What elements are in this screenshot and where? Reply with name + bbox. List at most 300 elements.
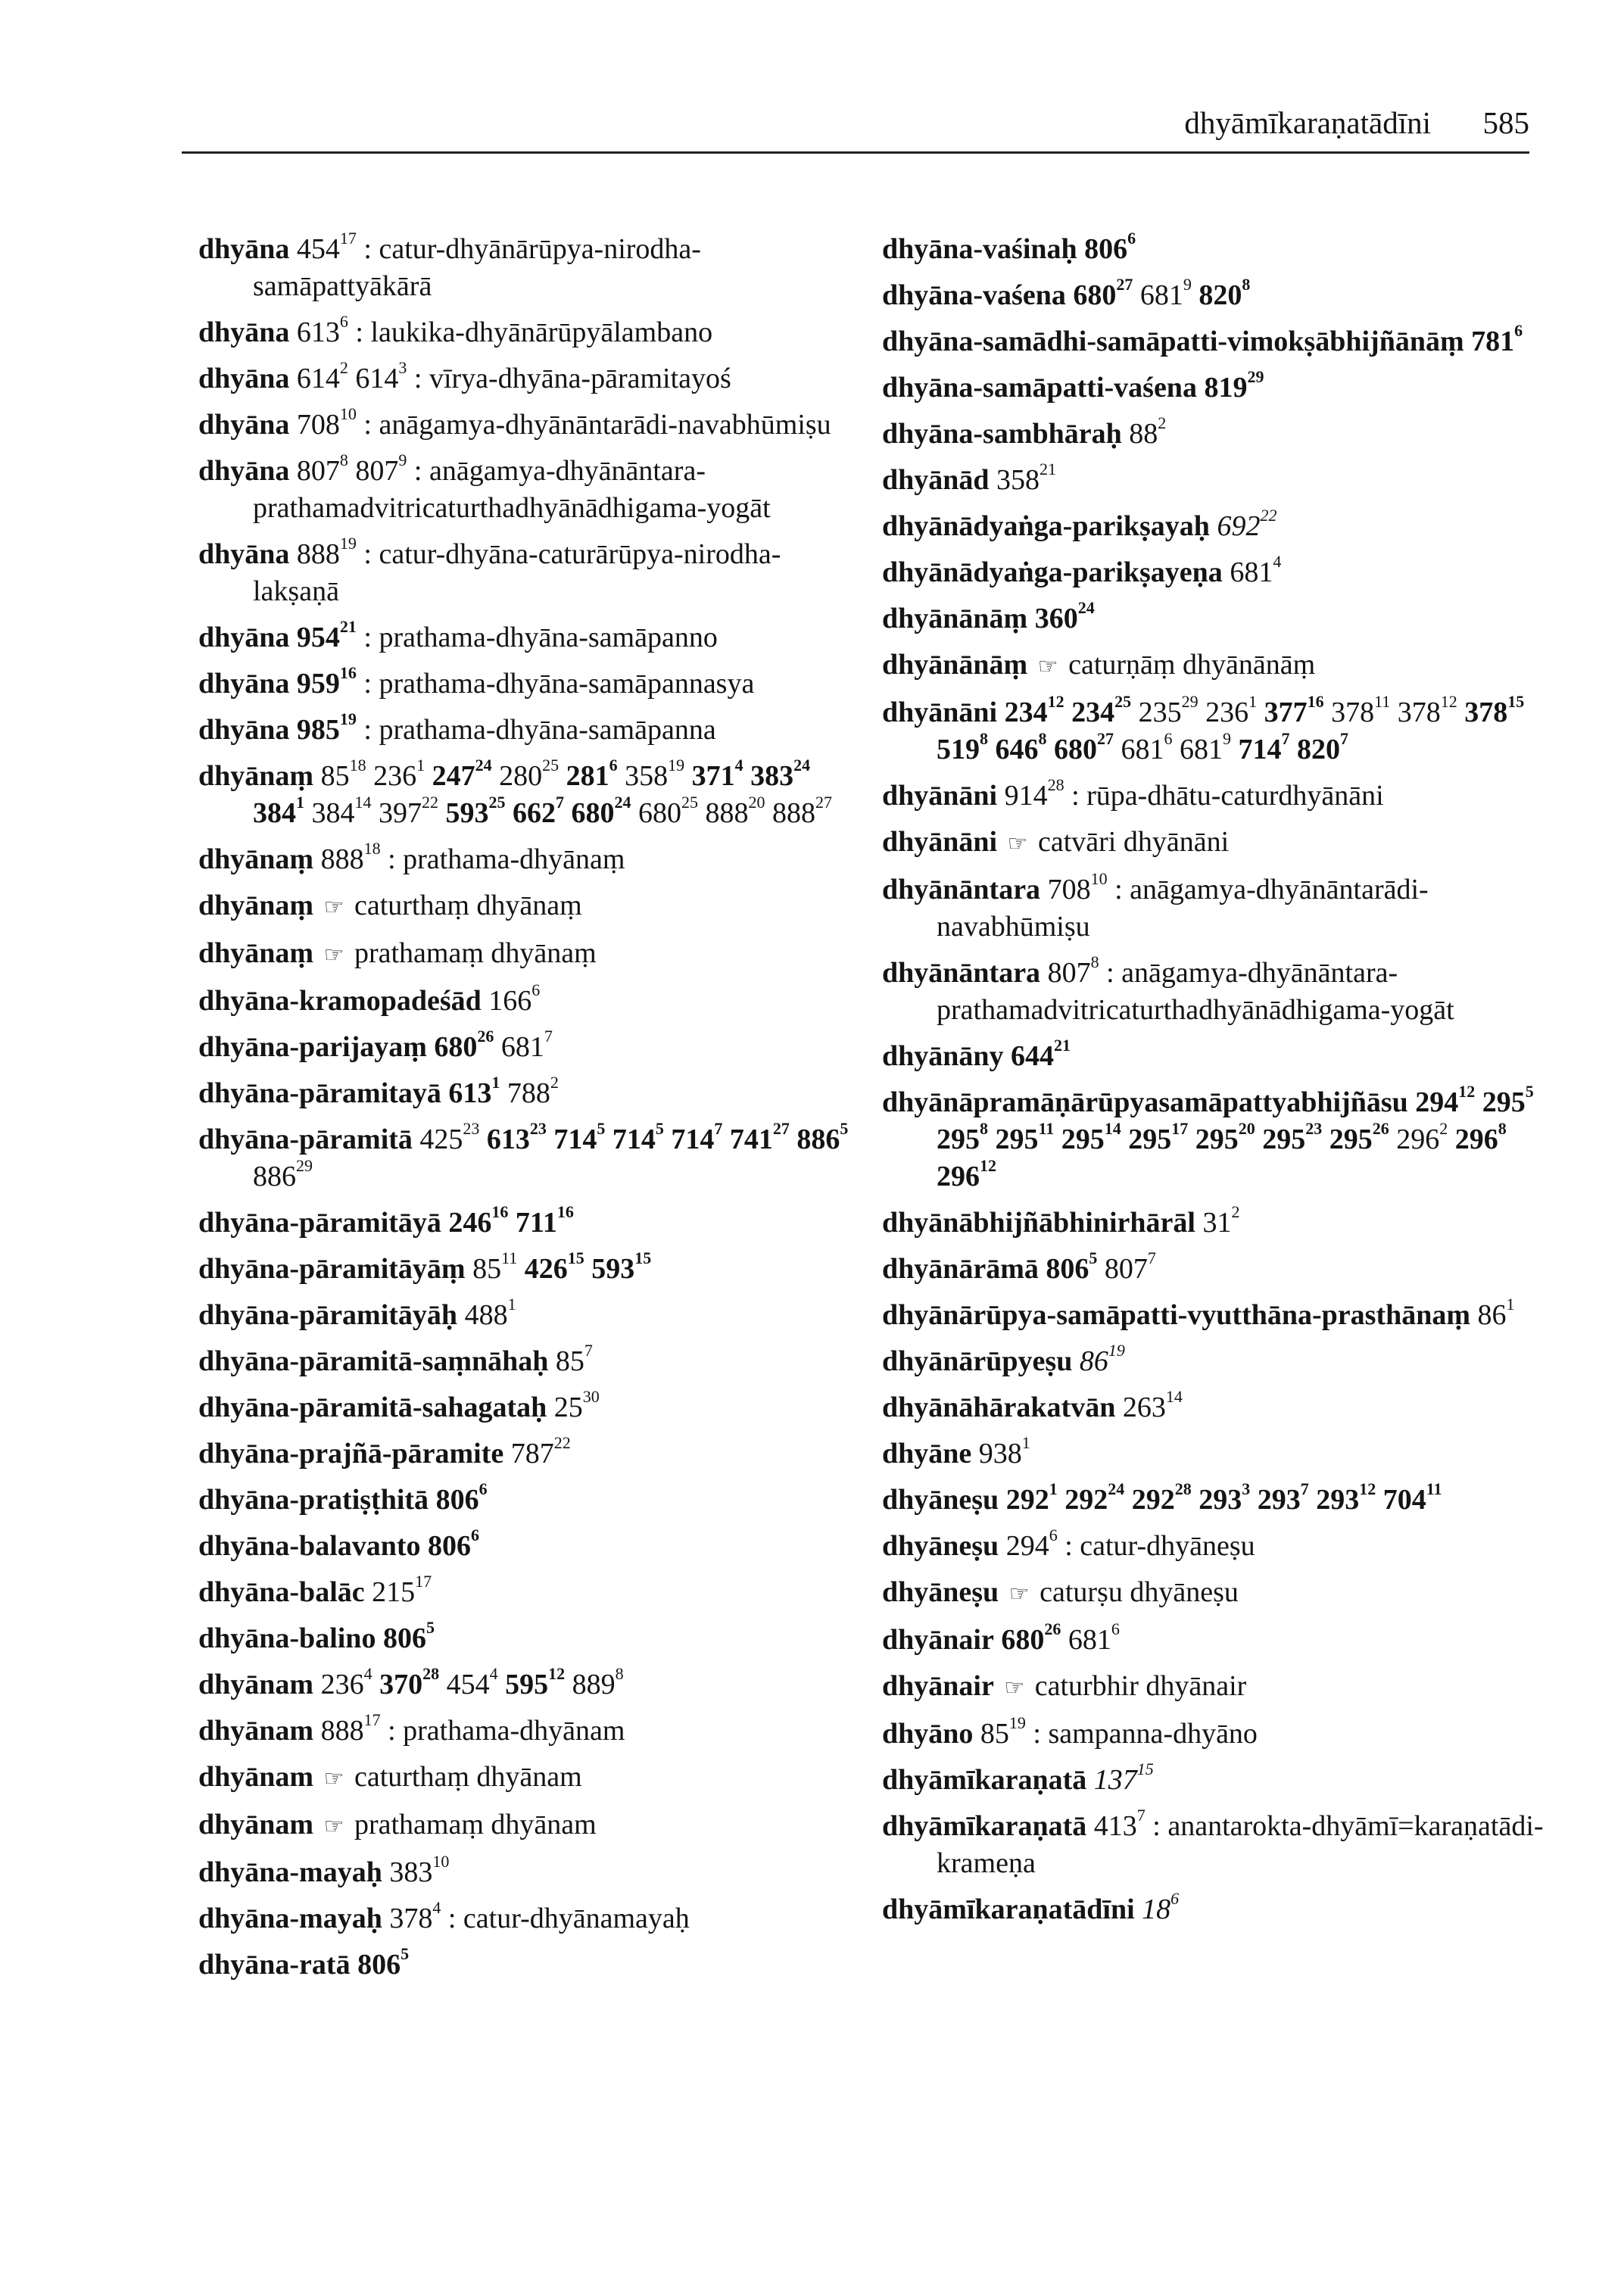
page-ref-number: 296	[1454, 1124, 1498, 1155]
page-ref-number: 263	[1122, 1392, 1166, 1423]
page-ref-number: 137	[1093, 1764, 1137, 1796]
page-reference	[1199, 275, 1251, 311]
page-ref-line: 17	[363, 1710, 381, 1730]
page-ref-number: 886	[253, 1161, 296, 1192]
page-reference	[1195, 1119, 1255, 1155]
page-ref-number: 280	[499, 760, 543, 792]
page-ref-number: 680	[434, 1031, 478, 1063]
page-ref-line: 15	[1507, 692, 1525, 712]
page-ref-line: 1	[1021, 1433, 1030, 1453]
page-reference	[555, 1341, 593, 1377]
entry-gloss: caturthaṃ dhyānam	[354, 1761, 582, 1793]
index-entry	[882, 824, 1563, 862]
index-entry	[882, 1619, 1563, 1659]
page-ref-number: 985	[296, 714, 340, 746]
index-entry	[198, 1479, 849, 1519]
page-reference	[379, 1664, 440, 1700]
page-ref-number: 85	[555, 1345, 584, 1377]
page-ref-line: 5	[425, 1618, 435, 1638]
page-ref-number: 681	[1180, 734, 1223, 765]
page-ref-line: 12	[1359, 1479, 1376, 1499]
index-entry	[198, 1666, 849, 1703]
headword: dhyānādyaṅga-parikṣayaḥ	[882, 510, 1210, 542]
page-ref-number: 383	[389, 1856, 433, 1888]
page-reference	[446, 1664, 498, 1700]
page-reference	[1180, 729, 1231, 765]
page-reference	[1064, 1479, 1125, 1516]
entry-gloss: : anāgamya-dhyānāntarādi-navabhūmiṣu	[363, 409, 831, 441]
page-ref-number: 383	[750, 760, 794, 792]
page-ref-line: 29	[1181, 692, 1199, 712]
page-ref-number: 593	[591, 1253, 635, 1285]
page-reference	[1093, 1759, 1154, 1796]
page-ref-number: 888	[705, 797, 749, 829]
page-reference	[389, 1852, 450, 1888]
page-ref-line: 1	[1506, 1295, 1515, 1314]
page-ref-line: 6	[339, 312, 348, 332]
page-ref-line: 25	[542, 756, 560, 775]
index-entry	[198, 536, 849, 610]
page-reference	[978, 1433, 1030, 1470]
entry-gloss: : prathama-dhyānam	[388, 1715, 625, 1747]
page-ref-number: 296	[1396, 1124, 1440, 1155]
page-ref-line: 7	[1147, 1248, 1156, 1268]
page-ref-line: 15	[567, 1248, 584, 1268]
page-ref-line: 19	[339, 709, 357, 729]
page-ref-number: 85	[980, 1718, 1009, 1750]
page-ref-line: 28	[1047, 775, 1064, 795]
page-ref-number: 295	[995, 1124, 1039, 1155]
page-ref-line: 6	[1164, 729, 1173, 749]
page-ref-number: 644	[1011, 1040, 1055, 1072]
headword: dhyāna-balavanto	[198, 1530, 421, 1562]
page-ref-number: 295	[1195, 1124, 1239, 1155]
index-entry	[198, 450, 849, 527]
page-ref-number: 787	[510, 1438, 554, 1470]
index-entry	[882, 1297, 1563, 1334]
page-ref-number: 31	[1202, 1207, 1232, 1239]
headword: dhyāna-ratā	[198, 1949, 351, 1981]
page-ref-number: 820	[1297, 734, 1340, 765]
index-entry	[198, 758, 849, 832]
page-ref-number: 295	[937, 1124, 980, 1155]
index-entry	[198, 619, 849, 656]
headword: dhyāna-kramopadeśād	[198, 985, 482, 1017]
page-ref-number: 88	[1129, 418, 1158, 450]
page-ref-line: 4	[1273, 552, 1282, 572]
page-reference	[750, 756, 811, 792]
page-ref-number: 292	[1005, 1484, 1049, 1516]
index-entry	[198, 1806, 849, 1845]
headword: dhyānāni	[882, 826, 998, 858]
entry-gloss: : anāgamya-dhyānāntara-prathamadvitricaturthadhyānādhigama-yogāt	[937, 957, 1454, 1026]
see-reference-hand-icon: ☞	[1004, 1675, 1025, 1700]
entry-gloss: : laukika-dhyānārūpyālambano	[355, 316, 713, 348]
page-ref-number: 397	[379, 797, 422, 829]
page-reference	[320, 756, 366, 792]
headword: dhyāna-samādhi-samāpatti-vimokṣābhijñānāṃ	[882, 326, 1464, 357]
page-reference	[389, 1898, 441, 1934]
page-reference	[320, 1664, 372, 1700]
entry-gloss: : prathama-dhyāna-samāpanno	[363, 622, 718, 653]
page-reference	[772, 793, 832, 829]
headword: dhyāna-pāramitāyā	[198, 1207, 441, 1239]
headword: dhyānam	[198, 1809, 314, 1840]
page-ref-number: 708	[296, 409, 340, 441]
page-ref-line: 9	[1183, 275, 1192, 295]
entry-gloss: : prathama-dhyāna-samāpanna	[363, 714, 716, 746]
headword: dhyāna-parijayaṃ	[198, 1031, 427, 1063]
page-reference	[1128, 1119, 1189, 1155]
page-reference	[1139, 275, 1192, 311]
page-reference	[1129, 413, 1167, 450]
page-ref-number: 281	[566, 760, 609, 792]
page-ref-line: 14	[1104, 1119, 1121, 1139]
page-ref-line: 24	[475, 756, 492, 775]
page-ref-line: 5	[655, 1119, 664, 1139]
index-entry	[198, 1435, 849, 1473]
page-ref-line: 8	[1242, 275, 1251, 295]
page-ref-number: 888	[320, 1715, 364, 1747]
entry-gloss: prathamaṃ dhyānam	[354, 1809, 597, 1840]
page-ref-number: 692	[1217, 510, 1261, 542]
page-ref-number: 888	[296, 538, 340, 570]
page-ref-line: 4	[734, 756, 743, 775]
index-entry	[882, 1713, 1563, 1753]
page-ref-line: 12	[548, 1664, 566, 1684]
page-ref-number: 86	[1477, 1299, 1507, 1331]
see-reference-hand-icon: ☞	[323, 895, 344, 920]
page-reference	[691, 756, 743, 792]
page-ref-line: 3	[1242, 1479, 1251, 1499]
page-reference	[448, 1073, 500, 1109]
page-ref-line: 4	[363, 1664, 372, 1684]
entry-gloss: caturṣu dhyāneṣu	[1040, 1576, 1239, 1608]
see-reference-hand-icon: ☞	[1007, 831, 1028, 856]
page-ref-number: 714	[553, 1124, 597, 1155]
headword: dhyāna	[198, 622, 290, 653]
page-reference	[553, 1119, 606, 1155]
index-entry	[198, 935, 849, 974]
page-ref-number: 806	[382, 1622, 426, 1654]
page-reference	[507, 1073, 559, 1109]
page-reference	[1204, 367, 1264, 404]
page-reference	[253, 1156, 313, 1192]
page-reference	[1005, 1526, 1058, 1562]
headword: dhyāneṣu	[882, 1484, 999, 1516]
headword: dhyāna	[198, 668, 290, 700]
page-ref-number: 681	[1139, 279, 1183, 311]
index-entry	[198, 1248, 849, 1288]
page-reference	[296, 358, 348, 394]
page-ref-number: 384	[311, 797, 355, 829]
page-ref-line: 3	[398, 358, 407, 378]
page-ref-line: 25	[1114, 692, 1132, 712]
headword: dhyāna-pratiṣṭhitā	[198, 1484, 429, 1516]
page-ref-line: 14	[354, 793, 372, 812]
page-reference	[311, 793, 372, 829]
page-ref-line: 20	[748, 793, 765, 812]
page-ref-line: 7	[1281, 729, 1290, 749]
page-ref-number: 681	[500, 1031, 544, 1063]
headword: dhyāne	[882, 1438, 972, 1470]
page-ref-line: 10	[432, 1852, 450, 1872]
entry-gloss: : anāgamya-dhyānāntara-prathamadvitricaturthadhyānādhigama-yogāt	[253, 455, 771, 524]
headword: dhyāna-vaśinaḥ	[882, 233, 1077, 265]
page-ref-number: 613	[448, 1077, 492, 1109]
page-ref-number: 806	[1084, 233, 1128, 265]
page-ref-number: 378	[1331, 697, 1375, 728]
index-entry	[882, 1389, 1563, 1426]
index-column-right	[882, 231, 1563, 1937]
headword: dhyānārūpyeṣu	[882, 1345, 1073, 1377]
page-ref-line: 15	[1136, 1759, 1154, 1779]
headword: dhyāmīkaraṇatādīni	[882, 1893, 1135, 1925]
page-ref-number: 358	[625, 760, 669, 792]
page-ref-line: 16	[556, 1202, 574, 1222]
page-ref-line: 9	[398, 450, 407, 470]
headword: dhyāna-pāramitāyāḥ	[198, 1299, 458, 1331]
page-ref-line: 30	[582, 1387, 600, 1407]
page-reference	[1047, 869, 1108, 905]
page-ref-line: 29	[296, 1156, 313, 1176]
page-ref-line: 11	[1426, 1479, 1442, 1499]
page-reference	[515, 1202, 574, 1239]
page-ref-line: 7	[714, 1119, 723, 1139]
page-ref-number: 613	[296, 316, 340, 348]
index-entry	[882, 508, 1563, 545]
page-ref-line: 17	[415, 1572, 432, 1591]
page-ref-number: 293	[1199, 1484, 1242, 1516]
page-reference	[995, 729, 1047, 765]
headword: dhyāna-mayaḥ	[198, 1903, 382, 1934]
page-ref-number: 236	[1205, 697, 1249, 728]
page-reference	[1396, 1119, 1448, 1155]
page-ref-line: 12	[1047, 692, 1064, 712]
page-ref-line: 2	[1439, 1119, 1448, 1139]
page-ref-number: 680	[571, 797, 615, 829]
page-ref-line: 10	[1090, 869, 1108, 889]
page-ref-line: 5	[401, 1944, 410, 1964]
page-ref-number: 681	[1230, 556, 1273, 588]
page-ref-line: 6	[609, 756, 618, 775]
headword: dhyānair	[882, 1670, 994, 1702]
page-reference	[464, 1295, 516, 1331]
headword: dhyānābhijñābhinirhārāl	[882, 1207, 1195, 1239]
page-ref-number: 426	[524, 1253, 568, 1285]
page-ref-number: 704	[1382, 1484, 1426, 1516]
page-reference	[1005, 1479, 1058, 1516]
headword: dhyāno	[882, 1718, 974, 1750]
page-ref-number: 384	[253, 797, 296, 829]
page-reference	[705, 793, 765, 829]
page-reference	[1046, 1248, 1098, 1285]
page-reference	[373, 756, 425, 792]
headword: dhyānam	[198, 1761, 314, 1793]
page-ref-number: 914	[1004, 780, 1048, 812]
page-reference	[1205, 692, 1258, 728]
page-ref-line: 19	[1008, 1713, 1026, 1733]
index-entry	[882, 1248, 1563, 1288]
index-entry	[882, 1435, 1563, 1473]
page-reference	[296, 450, 348, 487]
page-ref-number: 25	[553, 1392, 583, 1423]
running-header	[182, 91, 1529, 154]
page-number: 585	[1482, 105, 1529, 140]
page-ref-number: 888	[320, 843, 364, 875]
page-reference	[671, 1119, 723, 1155]
page-ref-line: 27	[1097, 729, 1114, 749]
page-ref-number: 807	[1104, 1253, 1148, 1285]
page-ref-number: 681	[1068, 1624, 1111, 1656]
page-ref-number: 488	[464, 1299, 508, 1331]
page-ref-line: 4	[432, 1898, 441, 1918]
page-ref-line: 2	[1158, 413, 1167, 433]
running-head-title: dhyāmīkaraṇatādīni	[1184, 105, 1431, 140]
page-ref-number: 295	[1061, 1124, 1105, 1155]
page-reference	[729, 1119, 790, 1155]
headword: dhyāna-pāramitā-sahagataḥ	[198, 1392, 547, 1423]
page-reference	[434, 1027, 494, 1063]
page-reference	[1202, 1202, 1240, 1239]
page-ref-number: 806	[435, 1484, 479, 1516]
page-ref-line: 25	[681, 793, 698, 812]
page-ref-number: 806	[357, 1949, 401, 1981]
headword: dhyāna-mayaḥ	[198, 1856, 382, 1888]
index-entry	[882, 1343, 1563, 1380]
index-entry	[198, 360, 849, 397]
headword: dhyānair	[882, 1624, 994, 1656]
page-reference	[472, 1248, 518, 1285]
page-reference	[296, 229, 357, 265]
page-reference	[320, 1710, 381, 1747]
page-reference	[1068, 1619, 1120, 1656]
page-ref-line: 17	[1171, 1119, 1189, 1139]
index-entry	[882, 1759, 1563, 1799]
page-reference	[296, 709, 357, 746]
headword: dhyāna	[198, 714, 290, 746]
page-ref-number: 295	[1329, 1124, 1373, 1155]
page-reference	[445, 793, 506, 829]
page-reference	[996, 460, 1057, 496]
headword: dhyānāni	[882, 780, 998, 812]
page-ref-number: 807	[296, 455, 340, 487]
page-ref-line: 8	[1090, 952, 1099, 972]
page-reference	[320, 839, 381, 875]
page-reference	[566, 756, 618, 792]
page-ref-line: 27	[815, 793, 832, 812]
page-ref-line: 23	[1305, 1119, 1323, 1139]
page-ref-line: 7	[1340, 729, 1348, 749]
page-ref-line: 8	[1038, 729, 1047, 749]
index-entry	[882, 369, 1563, 407]
page-reference	[553, 1387, 600, 1423]
page-ref-number: 234	[1071, 697, 1115, 728]
index-entry	[882, 1479, 1563, 1519]
headword: dhyānāny	[882, 1040, 1004, 1072]
entry-gloss: caturthaṃ dhyānaṃ	[354, 890, 582, 921]
page-ref-number: 614	[355, 363, 399, 394]
page-ref-number: 295	[1482, 1086, 1526, 1118]
headword: dhyānāpramāṇārūpyasamāpattyabhijñāsu	[882, 1086, 1408, 1118]
headword: dhyāna	[198, 316, 290, 348]
page-ref-number: 425	[419, 1124, 463, 1155]
page-ref-line: 1	[1049, 1479, 1058, 1499]
see-reference-hand-icon: ☞	[323, 1814, 344, 1839]
page-ref-number: 781	[1471, 326, 1515, 357]
page-ref-number: 293	[1257, 1484, 1301, 1516]
index-entry	[882, 413, 1563, 453]
page-reference	[1121, 729, 1173, 765]
page-ref-number: 889	[572, 1669, 616, 1700]
index-entry	[198, 841, 849, 878]
page-ref-number: 711	[515, 1207, 557, 1239]
page-ref-line: 22	[1260, 506, 1277, 525]
headword: dhyāmīkaraṇatā	[882, 1810, 1087, 1842]
index-entry	[882, 231, 1563, 268]
page-reference	[379, 793, 438, 829]
index-entry	[882, 1808, 1563, 1882]
page-reference	[1329, 1119, 1389, 1155]
page-reference	[428, 1526, 480, 1562]
headword: dhyāneṣu	[882, 1576, 999, 1608]
entry-gloss: : prathama-dhyāna-samāpannasya	[363, 668, 755, 700]
page-ref-number: 377	[1264, 697, 1308, 728]
headword: dhyānād	[882, 464, 990, 496]
page-ref-line: 6	[531, 980, 541, 1000]
headword: dhyāneṣu	[882, 1530, 999, 1562]
page-reference	[1257, 1479, 1309, 1516]
page-ref-line: 6	[1127, 229, 1136, 248]
page-ref-number: 807	[1047, 957, 1091, 989]
headword: dhyānāntara	[882, 874, 1041, 905]
headword: dhyānādyaṅga-parikṣayeṇa	[882, 556, 1223, 588]
page-ref-number: 959	[296, 668, 340, 700]
page-ref-number: 593	[445, 797, 489, 829]
page-reference	[612, 1119, 664, 1155]
page-ref-number: 788	[507, 1077, 550, 1109]
page-ref-line: 24	[1077, 598, 1095, 618]
page-ref-line: 22	[553, 1433, 571, 1453]
headword: dhyāna-pāramitā-saṃnāhaḥ	[198, 1345, 549, 1377]
page-ref-line: 19	[668, 756, 685, 775]
index-entry	[198, 404, 849, 444]
page-reference	[419, 1119, 480, 1155]
entry-gloss: : catur-dhyāneṣu	[1064, 1530, 1255, 1562]
page-ref-number: 370	[379, 1669, 423, 1700]
page-reference	[513, 793, 564, 829]
page-ref-number: 680	[1073, 279, 1117, 311]
page-ref-number: 806	[1046, 1253, 1089, 1285]
headword: dhyāna-pāramitā	[198, 1124, 413, 1155]
entry-gloss: catvāri dhyānāni	[1038, 826, 1230, 858]
page-ref-line: 16	[339, 663, 357, 683]
page-reference	[1071, 692, 1132, 728]
page-reference	[591, 1248, 652, 1285]
page-reference	[638, 793, 698, 829]
index-entry	[882, 952, 1563, 1029]
page-reference	[296, 534, 357, 570]
page-reference	[499, 756, 560, 792]
page-ref-line: 7	[556, 793, 564, 812]
page-ref-line: 7	[584, 1341, 593, 1361]
headword: dhyānānāṃ	[882, 649, 1028, 681]
page-reference	[937, 1119, 988, 1155]
page-ref-number: 519	[937, 734, 980, 765]
index-entry	[882, 1038, 1563, 1075]
entry-gloss: : rūpa-dhātu-caturdhyānāni	[1071, 780, 1384, 812]
index-entry	[198, 709, 849, 749]
